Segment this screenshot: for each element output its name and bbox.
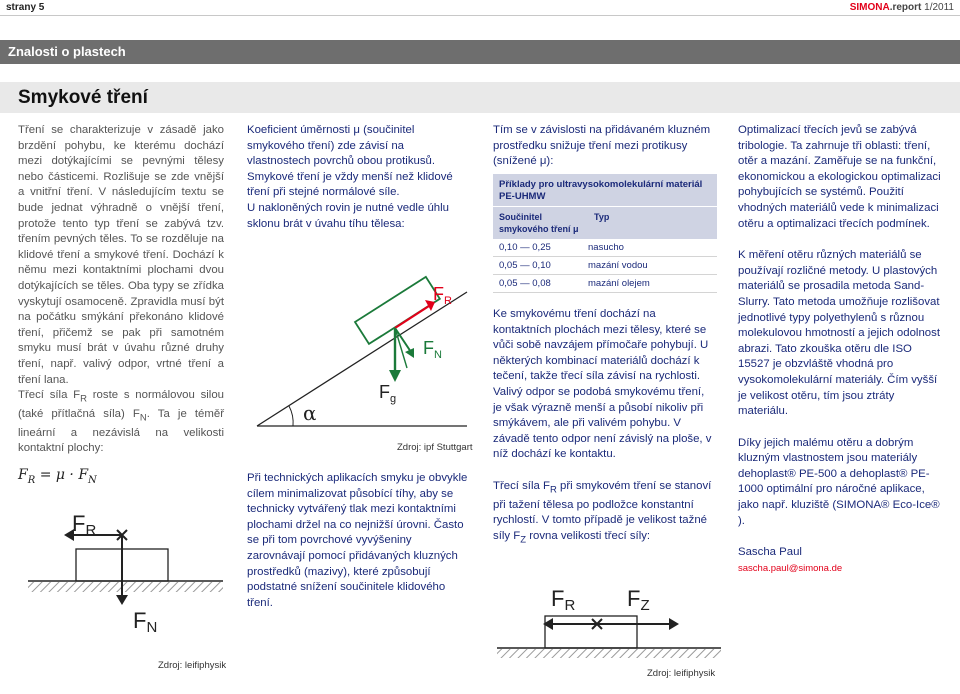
inclined-plane-diagram <box>247 270 472 440</box>
publication-title <box>850 2 954 13</box>
author-email[interactable]: sascha.paul@simona.de <box>738 562 843 574</box>
label-fr3: FR <box>551 586 576 614</box>
column-2-lower <box>247 471 469 611</box>
col3-p3-text-a: Třecí síla F <box>493 479 550 492</box>
label-fg: $F_g$ <box>379 382 397 405</box>
col3-paragraph-1: Tím se v závislosti na přidávaném kluzném prostředku snižuje tření mezi protikusy (snížené μ): <box>493 124 711 168</box>
col2-paragraph-2: U nakloněných rovin je nutné vedle úhlu sklonu brát v úvahu tíhu tělesa: <box>247 201 450 230</box>
col3-p3-text-c: rovna velikosti třecí síly: <box>526 530 651 542</box>
table-row <box>493 257 717 275</box>
fg-arrowhead <box>389 370 401 382</box>
alpha-label: α <box>303 401 317 425</box>
table-cell: nasucho <box>588 242 624 253</box>
page-number: strany 5 <box>6 2 45 13</box>
label-fr2: $F_R$ <box>433 284 452 307</box>
table-row <box>493 275 717 293</box>
author-name: Sascha Paul <box>738 546 802 559</box>
title-bar <box>0 82 960 113</box>
floor-hatch3 <box>497 649 721 658</box>
label-fr: FR <box>72 511 97 539</box>
formula-lhs-sub: R <box>27 474 36 486</box>
friction-table <box>493 174 717 293</box>
friction-formula <box>18 467 97 486</box>
col3-p3-sub-z: Z <box>520 534 527 546</box>
col1-p2-sub-r: R <box>80 393 88 405</box>
label-fz3: FZ <box>627 586 650 614</box>
table-cell: mazání vodou <box>588 260 648 271</box>
section-bar <box>0 40 960 64</box>
table-cell: mazání olejem <box>588 278 650 289</box>
col3-p3-text-b: při smykovém tření se stanoví při tažení tělesa po podložce konstantní rychlostí. V tomto případě je velikost tažné síly F <box>493 479 712 542</box>
article-title: Smykové tření <box>18 87 148 108</box>
col3-paragraph-2: Ke smykovému tření dochází na kontaktních plochách mezi tělesy, které se vůči sobě navzájem přímočaře pohybují. U některých kombinací materiálů dochází k tečení, takže třecí síla závisí na rychlosti. Valivý odpor se podobá smykovému tření, je však výrazně menší a působí nikoliv při smýkávem, ale při valivém pohybu. V závadě tento odpor není závislý na ploše, v níž dochází ke kontaktu. <box>493 308 712 461</box>
col4-paragraph-3: Díky jejich malému otěru a dobrým kluzným vlastnostem jsou materiály dehoplast® PE-500 a dehoplast® PE-1000 optimální pro náročné aplikace, jako např. kluziště (SIMONA® Eco-Ice® ). <box>738 436 940 527</box>
diagram1-caption: Zdroj: leifiphysik <box>158 660 227 671</box>
diagram3-caption: Zdroj: leifiphysik <box>647 668 716 679</box>
col2-paragraph-3: Při technických aplikacích smyku je obvykle cílem minimalizovat působící tíhy, aby se technicky vytvářený tlak mezi kontaktními plochami držel na co nejnižší úrovni. Často se při tom povrchové vyvýšeniny zarovnávají pomocí přidávaných kluzných prostředků (mazivy), které způsobují podstatné snížení součinitele klidového tření. <box>247 472 468 609</box>
page-header <box>0 0 960 16</box>
table-cell: 0,05 — 0,10 <box>499 260 551 271</box>
friction-diagram-3 <box>493 572 723 662</box>
normal-arrowhead <box>116 595 128 605</box>
formula-lhs: F <box>18 467 28 483</box>
fn-arrow <box>395 328 411 352</box>
table-header-type: Typ <box>594 212 610 222</box>
col1-p2-sub-n: N <box>139 412 147 424</box>
column-1 <box>18 123 224 457</box>
table-cell: 0,05 — 0,08 <box>499 278 551 289</box>
angle-arc <box>289 406 293 426</box>
formula-eq: = μ · F <box>35 467 89 483</box>
section-title: Znalosti o plastech <box>8 44 126 59</box>
col3-paragraph-3 <box>493 479 715 548</box>
col1-paragraph-1: Tření se charakterizuje v zásadě jako brzdění pohybu, ke kterému dochází mezi dotýkajícími se pevnými tělesy nebo částicemi. Rozlišuje se zde vnější a vnitřní tření. V následujícím textu se bude jednat výhradně o vnější tření, protože tento typ tření se zabývá tzv. třením pevných těles. To se rozděluje na klidové tření a smykové tření. Dochází k němu mezi kontaktními plochami dvou dotýkajících se těles. Oba typy se zřídka vyskytují osamoceně. Zpravidla musí být na počátku smýkání překonáno klidové tření, přičemž se pak při samotném smyku musí brát v úvahu různé druhy tření, např. valivý odpor, vrtné tření a tření lana. <box>18 124 224 386</box>
column-4 <box>738 123 946 576</box>
floor-hatch <box>28 582 223 592</box>
column-3-middle <box>493 307 715 548</box>
label-fn2: $F_N$ <box>423 338 442 361</box>
col3-p3-sub-r: R <box>549 484 557 496</box>
formula-rhs-sub: N <box>88 474 97 486</box>
table-header-coefficient: Součinitel smykového tření μ <box>499 212 579 234</box>
diagram2-caption: Zdroj: ipf Stuttgart <box>397 442 473 453</box>
col2-paragraph-1: Koeficient úměrnosti μ (součinitel smykového tření) zde závisí na vlastnostech povrchů obou protikusů. Smykové tření je vždy menší než klidové tření při stejné normálové síle. <box>247 124 453 199</box>
brand-name: SIMONA <box>849 2 890 13</box>
col1-paragraph-2 <box>18 388 224 457</box>
column-3 <box>493 123 715 170</box>
brand-suffix: .report <box>889 2 922 13</box>
friction-diagram-1 <box>18 495 228 665</box>
table-row <box>493 239 717 257</box>
col4-paragraph-1: Optimalizací třecích jevů se zabývá tribologie. Ta zahrnuje tři oblasti: tření, otěr a mazání. Zaměřuje se na funkční, ekonomickou a ekologickou optimalizaci pohybujících se systémů. Použití vhodných materiálů vede k minimalizaci otěru a optimalizaci třecích podmínek. <box>738 124 941 230</box>
col1-p2-text-c: . Ta je téměř lineární a nezávislá na velikosti kontaktní plochy: <box>18 407 225 455</box>
table-header-row <box>493 206 717 239</box>
col4-paragraph-2: K měření otěru různých materiálů se používají rozličné metody. U plastových materiálů se prosadila metoda Sand-Slurry. Tato metoda umožňuje rozlišovat jednotlivé typy polyethylenů s různou molekulovou hmotností a jejich odolnost abrazi. Tato zkouška otěru dle ISO 15527 je obzvláště vhodná pro vysokomolekulární materiály. Čím vyšší je velikost otěru, tím jsou ztráty materiálu. <box>738 249 940 418</box>
pull-arrowhead3 <box>669 618 679 630</box>
column-2 <box>247 123 469 232</box>
table-title: Příklady pro ultravysokomolekulární materiál PE-UHMW <box>493 174 717 206</box>
col1-p2-text-a: Třecí síla F <box>18 389 81 402</box>
col1-p2-text-b: roste s normálovou silou (také přítlačná síla) F <box>18 389 224 420</box>
block3 <box>545 616 637 648</box>
table-cell: 0,10 — 0,25 <box>499 242 551 253</box>
label-fn: FN <box>133 608 158 636</box>
issue-number: 1/2011 <box>921 2 954 13</box>
